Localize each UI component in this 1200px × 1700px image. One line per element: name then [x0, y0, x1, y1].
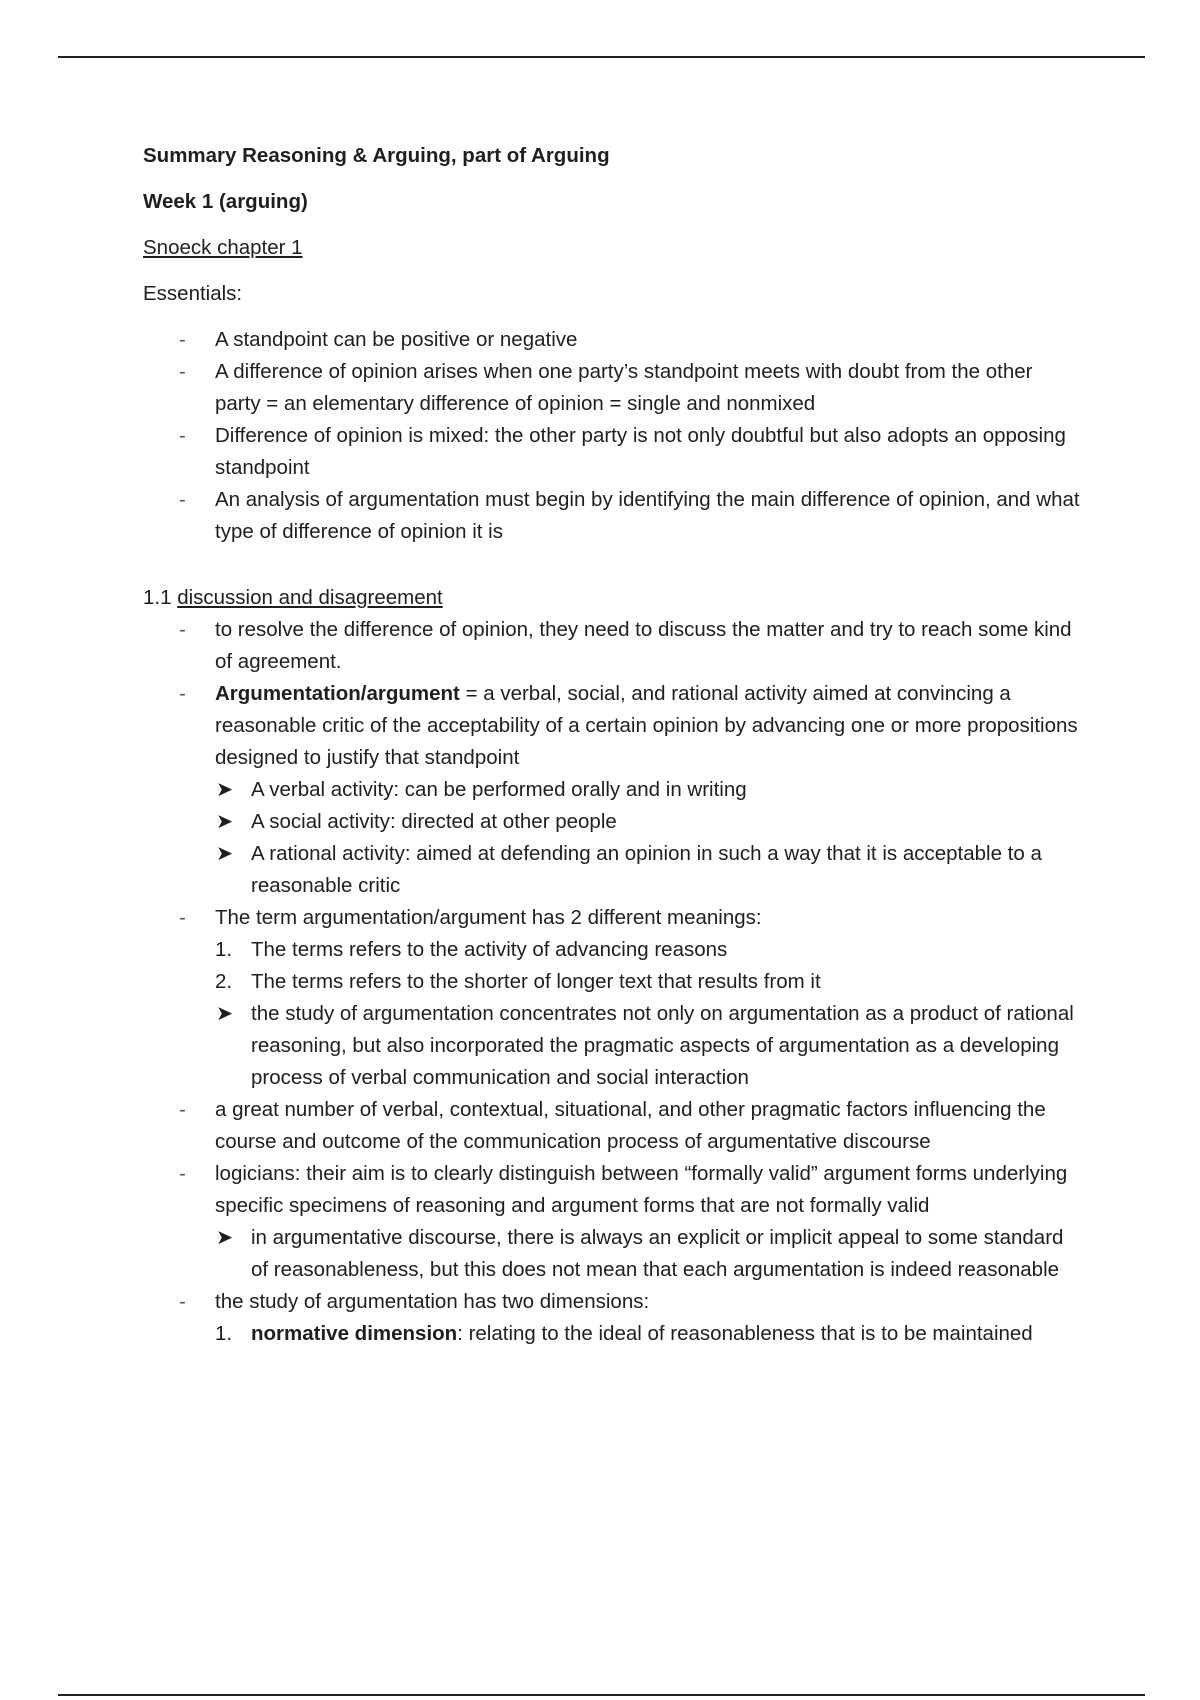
document-body — [143, 140, 1083, 1350]
section-heading — [143, 582, 1083, 614]
list-item: - a great number of verbal, contextual, situational, and other pragmatic factors influencing the course and outcome of the communication process of argumentative discourse — [143, 1094, 1083, 1158]
activity-sublist — [143, 774, 1083, 902]
list-item: ➤ A verbal activity: can be performed orally and in writing — [143, 774, 1083, 806]
definition-term: normative dimension — [251, 1322, 458, 1345]
definition-term: Argumentation/argument — [215, 682, 460, 705]
bottom-rule — [58, 1694, 1145, 1696]
list-item: - to resolve the difference of opinion, they need to discuss the matter and try to reach some kind of agreement. — [143, 614, 1083, 678]
dash-bullet-icon: - — [179, 360, 186, 383]
section-number: 1.1 — [143, 586, 172, 609]
dash-bullet-icon: - — [179, 682, 186, 705]
arrow-bullet-icon: ➤ — [216, 1226, 234, 1249]
arrow-bullet-icon: ➤ — [216, 1002, 234, 1025]
dash-bullet-icon: - — [179, 1098, 186, 1121]
dimensions-list — [143, 1318, 1083, 1350]
dash-bullet-icon: - — [179, 1290, 186, 1313]
list-item: - A difference of opinion arises when one party’s standpoint meets with doubt from the other party = an elementary difference of opinion = single and nonmixed — [143, 356, 1083, 420]
dash-bullet-icon: - — [179, 488, 186, 511]
list-item: - the study of argumentation has two dimensions: — [143, 1286, 1083, 1318]
list-item: ➤ A social activity: directed at other people — [143, 806, 1083, 838]
section-list — [143, 614, 1083, 774]
list-item: - logicians: their aim is to clearly distinguish between “formally valid” argument forms underlying specific specimens of reasoning and argument forms that are not formally valid — [143, 1158, 1083, 1222]
top-rule — [58, 56, 1145, 58]
list-item: ➤ A rational activity: aimed at defending an opinion in such a way that it is acceptable to a reasonable critic — [143, 838, 1083, 902]
meanings-list — [143, 934, 1083, 998]
list-item: - Argumentation/argument = a verbal, social, and rational activity aimed at convincing a reasonable critic of the acceptability of a certain opinion by advancing one or more propositions designed to justify that standpoint — [143, 678, 1083, 774]
dash-bullet-icon: - — [179, 906, 186, 929]
chapter-heading: Snoeck chapter 1 — [143, 236, 303, 259]
list-item: ➤ in argumentative discourse, there is always an explicit or implicit appeal to some standard of reasonableness, but this does not mean that each argumentation is indeed reasonable — [143, 1222, 1083, 1286]
arrow-bullet-icon: ➤ — [216, 842, 234, 865]
arrow-bullet-icon: ➤ — [216, 778, 234, 801]
dash-bullet-icon: - — [179, 618, 186, 641]
essentials-list — [143, 324, 1083, 548]
list-item: 2. The terms refers to the shorter of longer text that results from it — [215, 970, 821, 993]
essentials-label: Essentials: — [143, 282, 243, 305]
dash-bullet-icon: - — [179, 328, 186, 351]
list-item: ➤ the study of argumentation concentrates not only on argumentation as a product of rational reasoning, but also incorporated the pragmatic aspects of argumentation as a developing process of verbal communication and social interaction — [143, 998, 1083, 1094]
arrow-bullet-icon: ➤ — [216, 810, 234, 833]
list-item: - An analysis of argumentation must begin by identifying the main difference of opinion, and what type of difference of opinion it is — [143, 484, 1083, 548]
list-item: - The term argumentation/argument has 2 different meanings: — [143, 902, 1083, 934]
section-title: discussion and disagreement — [177, 586, 443, 609]
list-item: - Difference of opinion is mixed: the other party is not only doubtful but also adopts an opposing standpoint — [143, 420, 1083, 484]
list-item: - A standpoint can be positive or negative — [143, 324, 1083, 356]
dash-bullet-icon: - — [179, 424, 186, 447]
document-title: Summary Reasoning & Arguing, part of Arguing — [143, 144, 610, 167]
list-item: 1. normative dimension: relating to the ideal of reasonableness that is to be maintained — [215, 1322, 1033, 1345]
week-heading: Week 1 (arguing) — [143, 190, 308, 213]
list-item: 1. The terms refers to the activity of advancing reasons — [215, 938, 728, 961]
dash-bullet-icon: - — [179, 1162, 186, 1185]
